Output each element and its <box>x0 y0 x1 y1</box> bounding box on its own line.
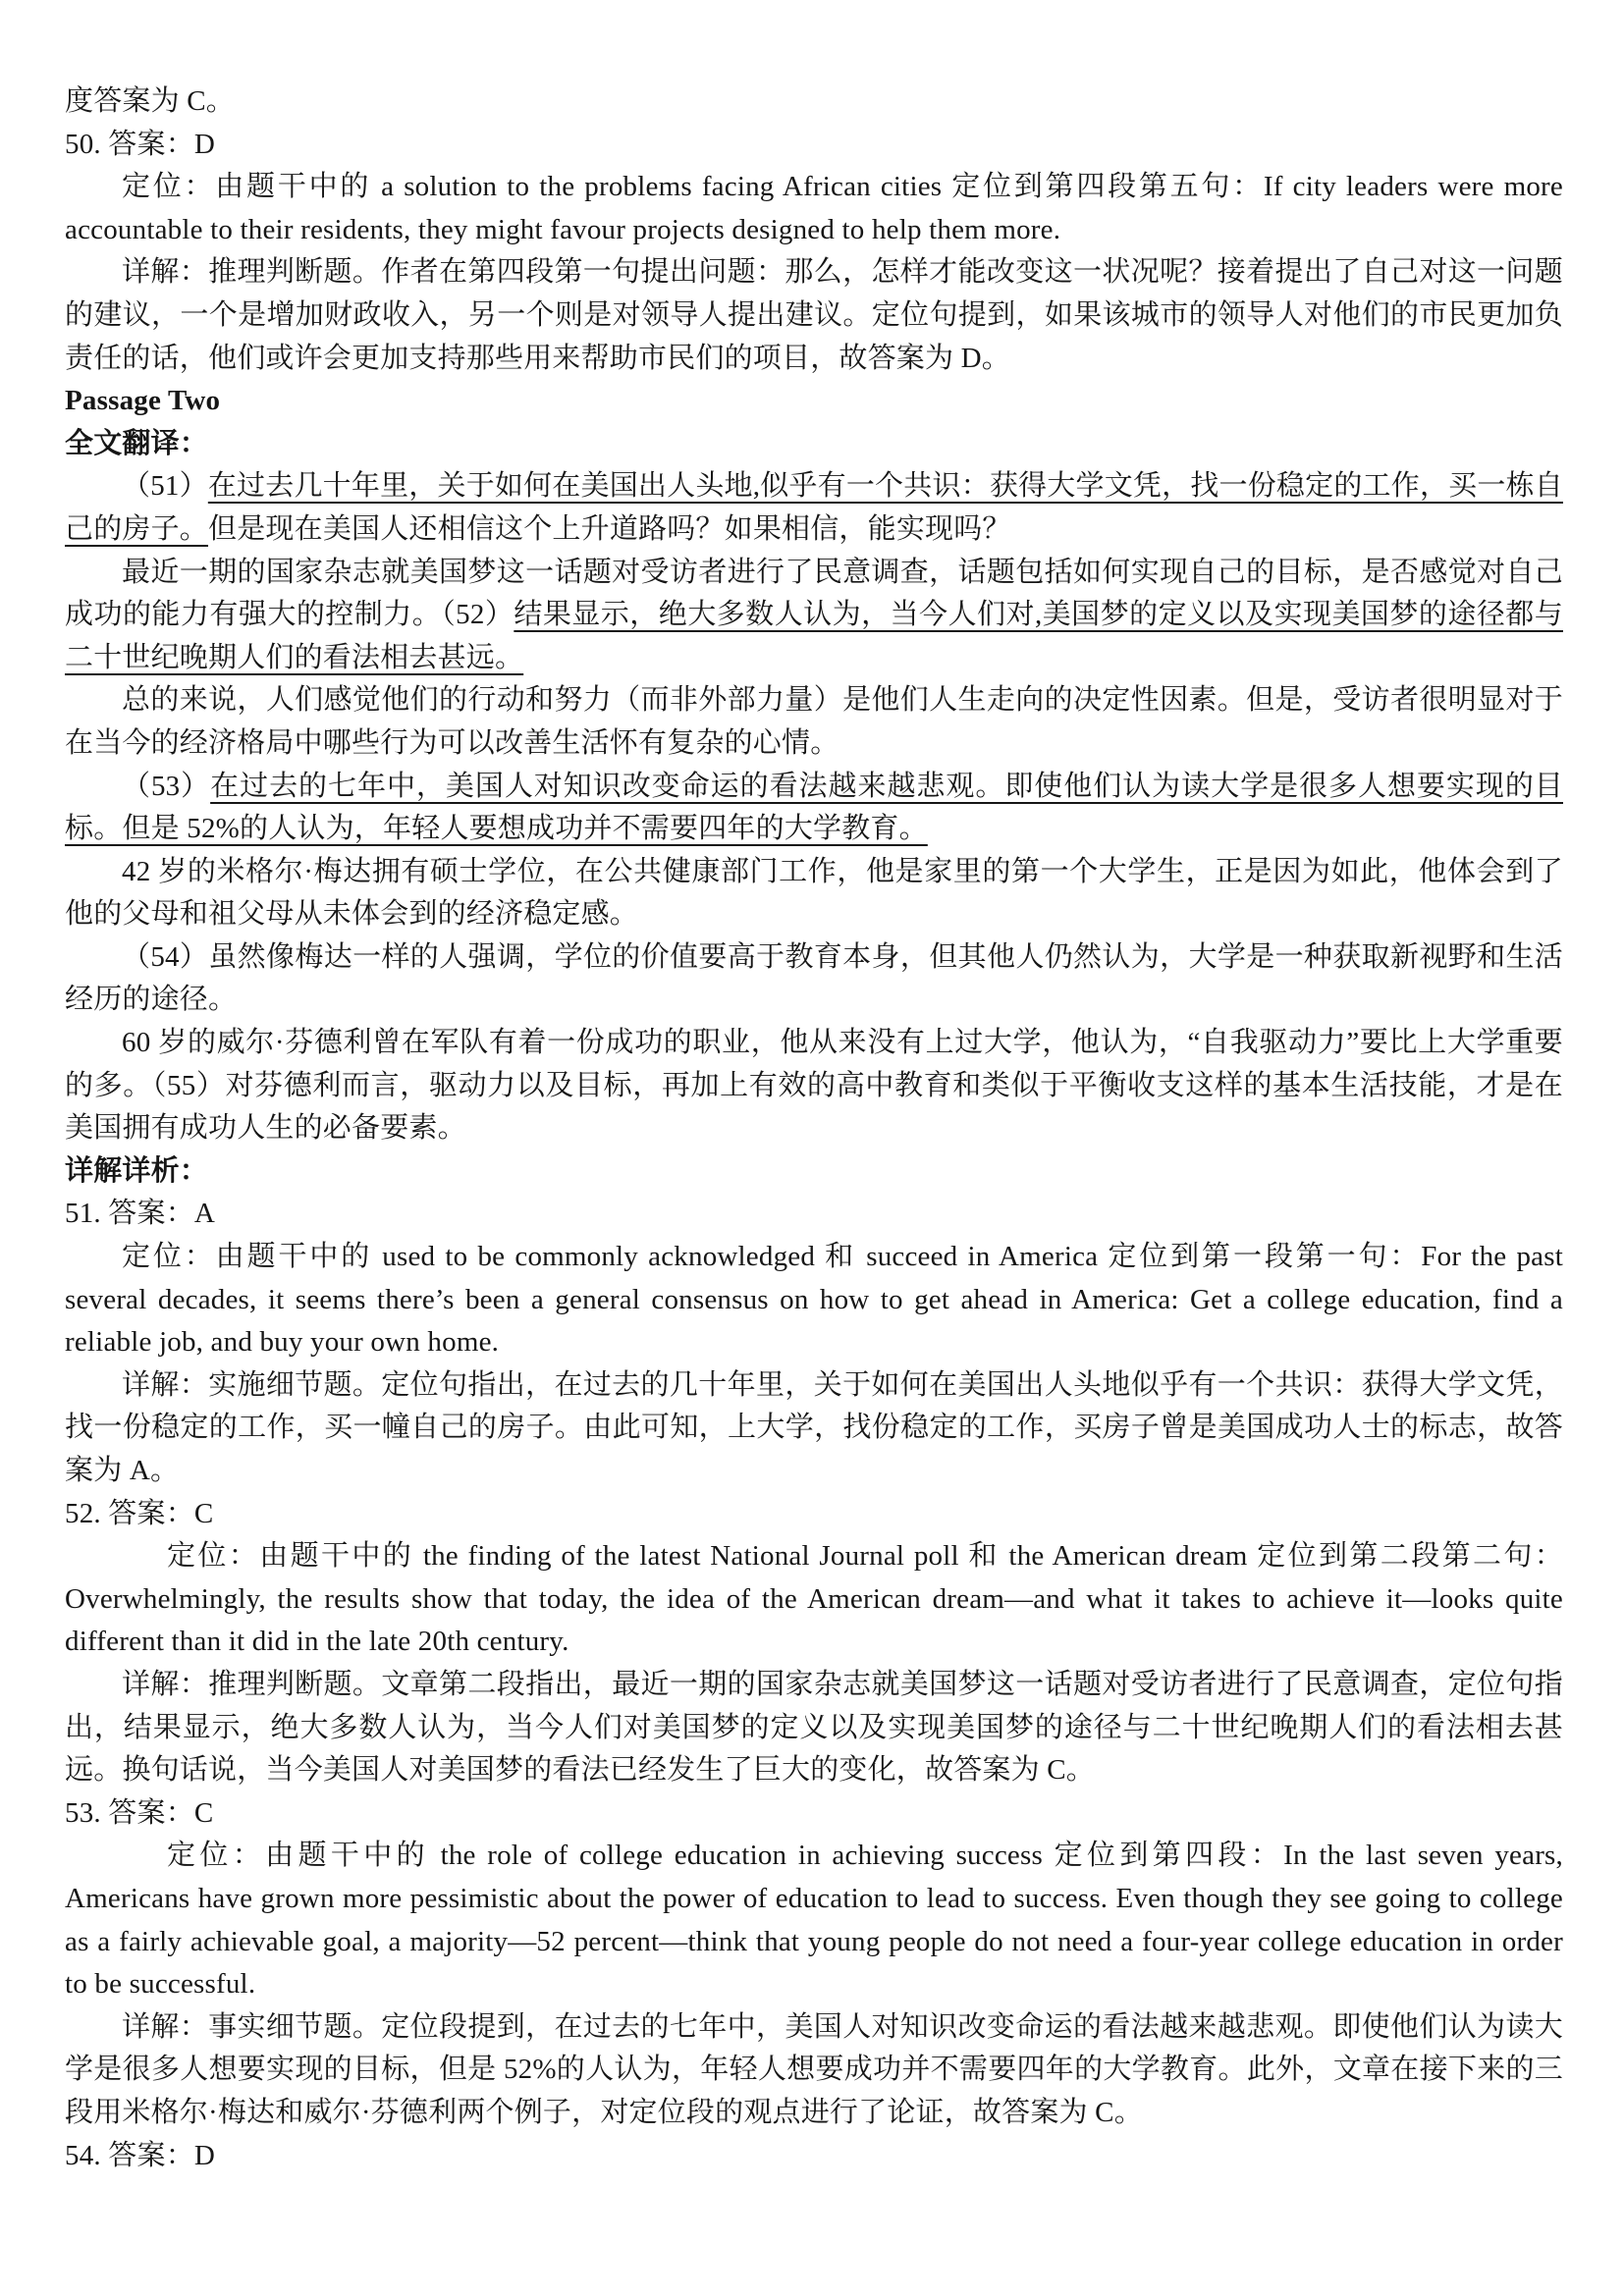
text-run: 详解：推理判断题。文章第二段指出，最近一期的国家杂志就美国梦这一话题对受访者进行了民意调查，定位句指出，结果显示，绝大多数人认为，当今人们对美国梦的定义以及实现美国梦的途径与二十世纪晚期人们的看法相去甚远。换句话说，当今美国人对美国梦的看法已经发生了巨大的变化，故答案为 C。 <box>65 1668 1563 1787</box>
q52-location-para <box>65 1535 1563 1664</box>
text-run: 详解：实施细节题。定位句指出，在过去的几十年里，关于如何在美国出人头地似乎有一个共识：获得大学文凭，找一份稳定的工作，买一幢自己的房子。由此可知，上大学，找份稳定的工作，买房子曾是美国成功人士的标志，故答案为 A。 <box>65 1368 1563 1486</box>
underlined-sentence-52: 结果显示，绝大多数人认为，当今人们对,美国梦的定义以及实现美国梦的途径都与二十世纪晚期人们的看法相去甚远。 <box>65 599 1563 673</box>
text-run: 详解：事实细节题。定位段提到，在过去的七年中，美国人对知识改变命运的看法越来越悲观。即使他们认为读大学是很多人想要实现的目标，但是 52%的人认为，年轻人想要成功并不需要四年的大学教育。此外，文章在接下来的三段用米格尔·梅达和威尔·芬德利两个例子，对定位段的观点进行了论证，故答案为 C。 <box>65 2010 1563 2128</box>
translation-para-51 <box>65 465 1563 551</box>
q50-answer-line <box>65 124 1563 167</box>
full-translation-heading <box>65 423 1563 466</box>
translation-para-meida <box>65 851 1563 936</box>
text-run: 42 岁的米格尔·梅达拥有硕士学位，在公共健康部门工作，他是家里的第一个大学生，正是因为如此，他体会到了他的父母和祖父母从未体会到的经济稳定感。 <box>65 855 1563 931</box>
q51-detail-para <box>65 1364 1563 1493</box>
q51-location-para <box>65 1236 1563 1364</box>
text-run: 52. 答案：C <box>65 1497 214 1529</box>
translation-para-findley <box>65 1022 1563 1150</box>
text-run: 总的来说，人们感觉他们的行动和努力（而非外部力量）是他们人生走向的决定性因素。但是，受访者很明显对于在当今的经济格局中哪些行为可以改善生活怀有复杂的心情。 <box>65 684 1563 759</box>
q53-answer-line <box>65 1792 1563 1836</box>
text-run: 详解详析： <box>65 1154 209 1187</box>
text-run: 最近一期的国家杂志就美国梦这一话题对受访者进行了民意调查，话题包括如何实现自己的目标，是否感觉对自己成功的能力有强大的控制力。（52） <box>65 556 1563 631</box>
sentence-marker-53: （53） <box>122 770 211 802</box>
sentence-marker-51: （51） <box>122 470 208 503</box>
translation-para-overall <box>65 679 1563 765</box>
q50-detail-para <box>65 251 1563 380</box>
text-run: 60 岁的威尔·芬德利曾在军队有着一份成功的职业，他从来没有上过大学，他认为，“自我驱动力”要比上大学重要的多。（55）对芬德利而言，驱动力以及目标，再加上有效的高中教育和类似于平衡收支这样的基本生活技能，才是在美国拥有成功人生的必备要素。 <box>65 1027 1563 1145</box>
text-run: 全文翻译： <box>65 427 209 459</box>
q50-carryover-line <box>65 80 1563 124</box>
q53-detail-para <box>65 2006 1563 2135</box>
underlined-sentence-53: 在过去的七年中，美国人对知识改变命运的看法越来越悲观。即使他们认为读大学是很多人想要实现的目标。但是 52%的人认为，年轻人要想成功并不需要四年的大学教育。 <box>65 770 1563 845</box>
text-run: （54）虽然像梅达一样的人强调，学位的价值要高于教育本身，但其他人仍然认为，大学是一种获取新视野和生活经历的途径。 <box>65 940 1563 1016</box>
text-run: 50. 答案：D <box>65 128 216 160</box>
q54-answer-line <box>65 2135 1563 2178</box>
translation-para-53 <box>65 766 1563 851</box>
q52-answer-line <box>65 1493 1563 1536</box>
passage-two-heading <box>65 380 1563 423</box>
text-run: 定位：由题干中的 used to be commonly acknowledged 和 succeed in America 定位到第一段第一句：For the past several decades, it seems there’s been a general consensus on how to get ahead in America: Get a college education, find a reliable job, and buy your own home. <box>65 1241 1563 1359</box>
translation-para-54 <box>65 936 1563 1022</box>
q52-detail-para <box>65 1664 1563 1792</box>
translation-para-52 <box>65 552 1563 680</box>
text-run: 53. 答案：C <box>65 1796 214 1829</box>
text-run: 定位：由题干中的 the finding of the latest National Journal poll 和 the American dream 定位到第二段第二句：Overwhelmingly, the results show that today, the idea of the American dream—and what it takes to achieve it—looks quite different than it did in the late 20th century. <box>65 1540 1563 1658</box>
text-run: 定位：由题干中的 the role of college education in achieving success 定位到第四段：In the last seven years, Americans have grown more pessimistic about the power of education to lead to success. Even though they see going to college as a fairly achievable goal, a majority—52 percent—think that young people do not need a four-year college education in order to be successful. <box>65 1840 1563 2001</box>
text-run: 详解：推理判断题。作者在第四段第一句提出问题：那么，怎样才能改变这一状况呢？接着提出了自己对这一问题的建议，一个是增加财政收入，另一个则是对领导人提出建议。定位句提到，如果该城市的领导人对他们的市民更加负责任的话，他们或许会更加支持那些用来帮助市民们的项目，故答案为 D。 <box>65 256 1563 374</box>
text-run: 51. 答案：A <box>65 1198 216 1230</box>
text-run: Passage Two <box>65 385 221 417</box>
q50-location-para <box>65 166 1563 251</box>
text-run: 度答案为 C。 <box>65 85 235 117</box>
text-run: 54. 答案：D <box>65 2139 216 2171</box>
underlined-sentence-51: 在过去几十年里，关于如何在美国出人头地,似乎有一个共识：获得大学文凭，找一份稳定的工作，买一栋自己的房子。 <box>65 470 1563 545</box>
q51-answer-line <box>65 1193 1563 1236</box>
text-run: 定位：由题干中的 a solution to the problems facing African cities 定位到第四段第五句：If city leaders were more accountable to their residents, they might favour projects designed to help them more. <box>65 171 1563 245</box>
analysis-heading <box>65 1150 1563 1194</box>
text-run: 但是现在美国人还相信这个上升道路吗？如果相信，能实现吗？ <box>208 512 1011 545</box>
q53-location-para <box>65 1835 1563 2005</box>
